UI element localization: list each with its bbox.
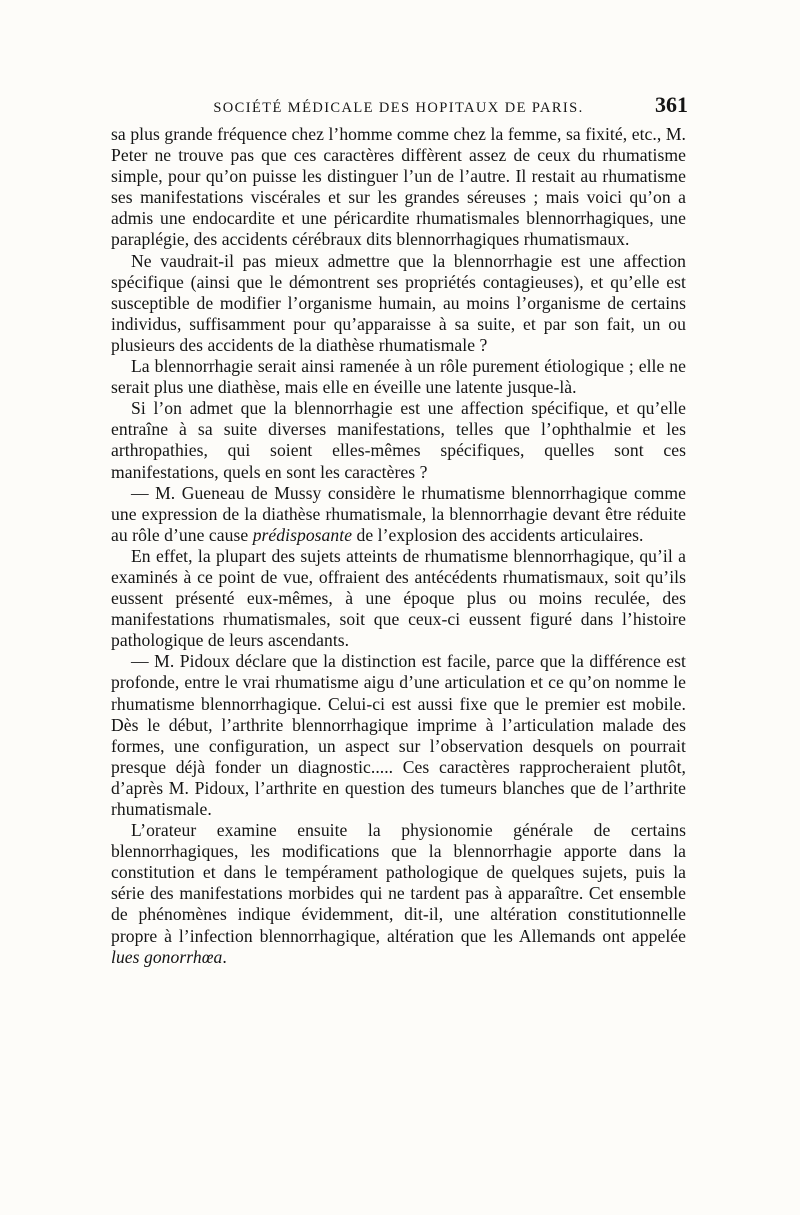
paragraph: L’orateur examine ensuite la physionomie générale de certains blennorrhagiques, les modifications que la blennorrhagie apporte dans la constitution et dans le tempérament pathologique de quelques sujets, puis la série des manifestations morbides qui ne tardent pas à apparaître. Cet ensemble de phénomènes indique évidemment, dit-il, une altération constitutionnelle propre à l’infection blennorrhagique, altération que les Allemands ont appelée lues gonorrhœa.	[111, 820, 686, 967]
italic-term: prédisposante	[252, 524, 353, 545]
italic-term: lues gonorrhœa	[111, 946, 223, 967]
page-header	[111, 92, 686, 120]
body-text	[111, 124, 686, 968]
page-number: 361	[655, 92, 688, 117]
book-page	[111, 92, 686, 968]
paragraph: En effet, la plupart des sujets atteints de rhumatisme blennorrhagique, qu’il a examinés à ce point de vue, offraient des antécédents rhumatismaux, soit qu’ils eussent présenté eux-mêmes, à une époque plus ou moins reculée, des manifestations rhumatismales, soit que ceux-ci eussent figuré dans l’histoire pathologique de leurs ascendants.	[111, 545, 686, 651]
paragraph: — M. Gueneau de Mussy considère le rhumatisme blennorrhagique comme une expression de la diathèse rhumatismale, la blennorrhagie devant être réduite au rôle d’une cause prédisposante de l’explosion des accidents articulaires.	[111, 482, 686, 545]
running-title: SOCIÉTÉ MÉDICALE DES HOPITAUX DE PARIS.	[213, 100, 584, 116]
paragraph: La blennorrhagie serait ainsi ramenée à un rôle purement étiologique ; elle ne serait plus une diathèse, mais elle en éveille une latente jusque-là.	[111, 356, 686, 398]
paragraph: Ne vaudrait-il pas mieux admettre que la blennorrhagie est une affection spécifique (ainsi que le démontrent ses propriétés contagieuses), et qu’elle est susceptible de modifier l’organisme humain, au moins l’organisme de certains individus, suffisamment pour qu’apparaisse à sa suite, et par son fait, un ou plusieurs des accidents de la diathèse rhumatismale ?	[111, 250, 686, 355]
paragraph: Si l’on admet que la blennorrhagie est une affection spécifique, et qu’elle entraîne à sa suite diverses manifestations, telles que l’ophthalmie et les arthropathies, qui soient elles-mêmes spécifiques, quelles sont ces manifestations, quels en sont les caractères ?	[111, 398, 686, 482]
paragraph: — M. Pidoux déclare que la distinction est facile, parce que la différence est profonde, entre le vrai rhumatisme aigu d’une articulation et ce qu’on nomme le rhumatisme blennorrhagique. Celui-ci est aussi fixe que le premier est mobile. Dès le début, l’arthrite blennorrhagique imprime à l’articulation malade des formes, une configuration, un aspect sur l’observation desquels on pourrait presque déjà fonder un diagnostic..... Ces caractères rapprocheraient plutôt, d’après M. Pidoux, l’arthrite en question des tumeurs blanches que de l’arthrite rhumatismale.	[111, 651, 686, 819]
paragraph: sa plus grande fréquence chez l’homme comme chez la femme, sa fixité, etc., M. Peter ne trouve pas que ces caractères diffèrent assez de ceux du rhumatisme simple, pour qu’on puisse les distinguer l’un de l’autre. Il restait au rhumatisme ses manifestations viscérales et sur les grandes séreuses ; mais voici qu’on a admis une endocardite et une péricardite rhumatismales blennorrhagiques, une paraplégie, des accidents cérébraux dits blennorrhagiques rhumatismaux.	[111, 124, 686, 250]
